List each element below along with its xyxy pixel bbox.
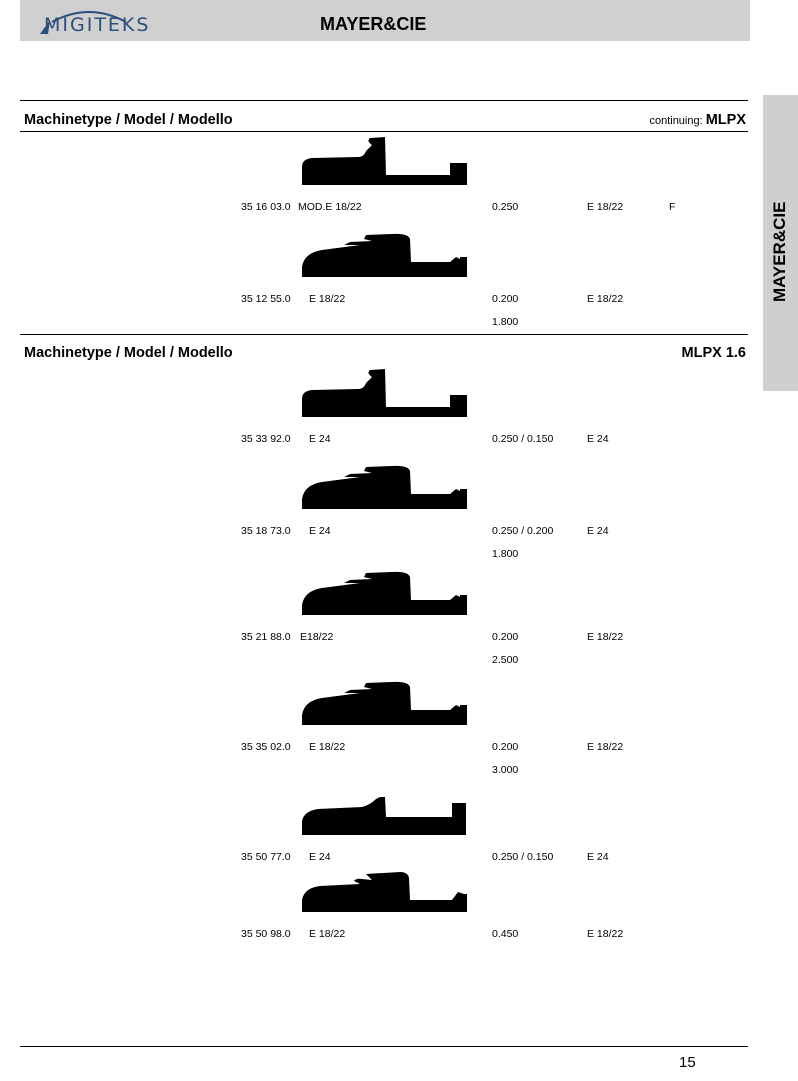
section-rule [20, 334, 748, 335]
brand-title: MAYER&CIE [320, 14, 427, 34]
needle-drawing [300, 787, 470, 837]
migiteks-logo [34, 8, 154, 36]
footer-rule [20, 1046, 748, 1047]
needle-drawing [300, 137, 470, 187]
part-thickness: 0.450 [492, 928, 519, 940]
part-gauge: E 24 [587, 525, 609, 537]
needle-drawing [300, 229, 470, 279]
part-thickness: 0.250 [492, 201, 519, 213]
needle-drawing [300, 369, 470, 419]
part-thickness: 0.200 [492, 631, 519, 643]
part-code: 35 16 03.0 [241, 201, 291, 213]
section-title: Machinetype / Model / Modello [24, 345, 233, 361]
part-length: 1.800 [492, 316, 519, 328]
part-gauge: E 18/22 [587, 741, 624, 753]
needle-drawing [300, 461, 470, 511]
part-thickness: 0.250 / 0.200 [492, 525, 554, 537]
section-rule [20, 100, 748, 101]
part-description: E 18/22 [309, 293, 346, 305]
section-model [682, 345, 746, 361]
part-gauge: E 18/22 [587, 201, 624, 213]
section-subrule [20, 131, 748, 132]
part-description: E 18/22 [309, 741, 346, 753]
part-length: 1.800 [492, 548, 519, 560]
part-code: 35 12 55.0 [241, 293, 291, 305]
part-description: E18/22 [300, 631, 334, 643]
part-code: 35 33 92.0 [241, 433, 291, 445]
part-code: 35 18 73.0 [241, 525, 291, 537]
section-model-prefix: continuing: [649, 115, 706, 127]
side-tab [763, 95, 798, 391]
part-thickness: 0.250 / 0.150 [492, 433, 554, 445]
needle-drawing [300, 864, 470, 914]
part-length: 3.000 [492, 764, 519, 776]
part-code: 35 50 77.0 [241, 851, 291, 863]
part-length: 2.500 [492, 654, 519, 666]
part-gauge: E 18/22 [587, 928, 624, 940]
section-model-name: MLPX [705, 112, 746, 128]
part-gauge: E 24 [587, 433, 609, 445]
part-note: F [669, 201, 676, 213]
logo-text: MIGITEKS [44, 14, 151, 36]
part-description: MOD.E 18/22 [298, 201, 362, 213]
part-code: 35 35 02.0 [241, 741, 291, 753]
part-description: E 24 [309, 433, 331, 445]
part-thickness: 0.200 [492, 293, 519, 305]
part-description: E 24 [309, 525, 331, 537]
header-bar [20, 0, 750, 41]
part-gauge: E 24 [587, 851, 609, 863]
section-model-name: MLPX 1.6 [681, 345, 746, 361]
side-tab-label: MAYER&CIE [770, 201, 789, 302]
part-gauge: E 18/22 [587, 293, 624, 305]
part-thickness: 0.200 [492, 741, 519, 753]
part-thickness: 0.250 / 0.150 [492, 851, 554, 863]
section-model [649, 112, 746, 128]
page-number: 15 [679, 1054, 696, 1071]
part-code: 35 50 98.0 [241, 928, 291, 940]
part-code: 35 21 88.0 [241, 631, 291, 643]
part-description: E 24 [309, 851, 331, 863]
needle-drawing [300, 677, 470, 727]
part-gauge: E 18/22 [587, 631, 624, 643]
part-description: E 18/22 [309, 928, 346, 940]
section-title: Machinetype / Model / Modello [24, 112, 233, 128]
needle-drawing [300, 567, 470, 617]
